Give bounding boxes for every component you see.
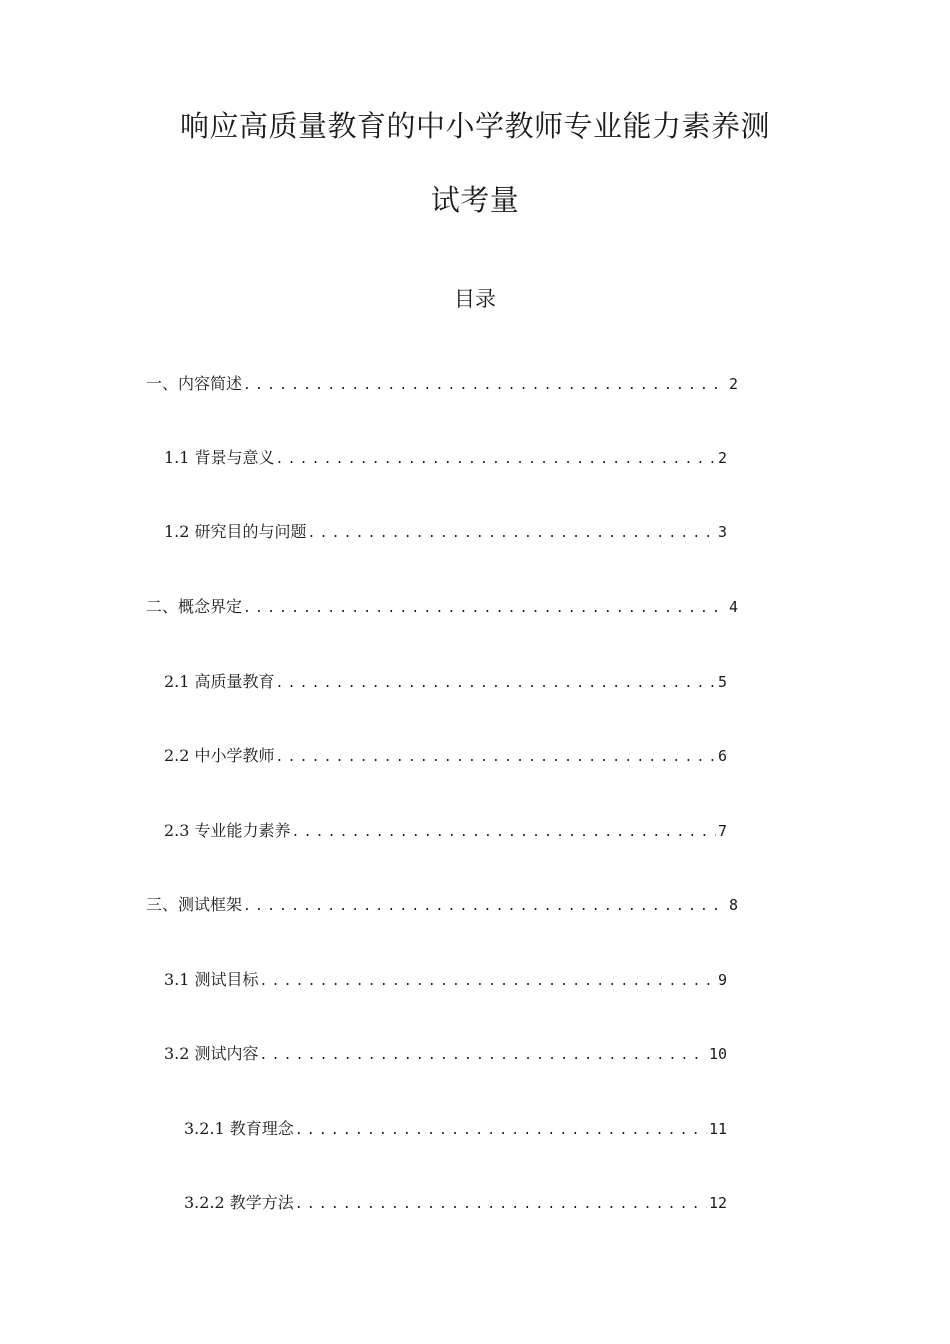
document-title-line-1: 响应高质量教育的中小学教师专业能力素养测 [179,109,770,143]
toc-entry-page: 11 [708,1120,727,1138]
toc-leader-dots [275,746,716,770]
toc-entry-label: 3.2.2 教学方法 [184,1193,294,1212]
toc-entry-page: 6 [717,747,727,765]
toc-leader-dots [294,1119,707,1143]
toc-entry[interactable] [146,372,738,398]
toc-entry[interactable] [164,968,727,994]
toc-entry-page: 2 [728,375,738,393]
toc-leader-dots [259,1044,707,1068]
toc-entry[interactable] [164,744,727,770]
toc-entry-label: 2.2 中小学教师 [164,746,275,765]
toc-entry-page: 3 [717,523,727,541]
toc-entry-page: 12 [708,1194,727,1212]
toc-entry-page: 5 [717,673,727,691]
toc-entry[interactable] [164,1042,727,1068]
toc-leader-dots [307,522,716,546]
toc-entry-page: 4 [728,598,738,616]
toc-entry-page: 7 [717,822,727,840]
toc-leader-dots [275,672,716,696]
toc-entry-page: 9 [717,971,727,989]
toc-entry-label: 3.2 测试内容 [164,1044,259,1063]
toc-leader-dots [242,597,727,621]
toc-entry[interactable] [164,670,727,696]
toc-entry-page: 2 [717,449,727,467]
toc-entry-label: 2.3 专业能力素养 [164,821,291,840]
toc-entry-label: 1.1 背景与意义 [164,448,275,467]
toc-leader-dots [259,970,716,994]
toc-entry-label: 一、内容简述 [146,374,243,393]
toc-leader-dots [275,448,716,472]
toc-entry-page: 8 [728,896,738,914]
toc-leader-dots [242,895,727,919]
toc-entry-label: 3.1 测试目标 [164,970,259,989]
toc-entry-label: 二、概念界定 [146,597,243,616]
toc-entry[interactable] [164,819,727,845]
toc-entry[interactable] [184,1117,727,1143]
toc-heading: 目录 [454,287,496,311]
toc-entry-label: 3.2.1 教育理念 [184,1119,294,1138]
toc-entry-label: 1.2 研究目的与问题 [164,522,307,541]
toc-entry[interactable] [164,520,727,546]
toc-entry[interactable] [146,893,738,919]
toc-entry[interactable] [164,446,727,472]
toc-entry[interactable] [184,1191,727,1217]
toc-leader-dots [242,374,727,398]
toc-leader-dots [294,1193,707,1217]
toc-entry-label: 2.1 高质量教育 [164,672,275,691]
toc-leader-dots [291,821,716,845]
toc-entry-page: 10 [708,1045,727,1063]
document-title-line-2: 试考量 [430,183,520,217]
toc-entry-label: 三、测试框架 [146,895,243,914]
toc-entry[interactable] [146,595,738,621]
